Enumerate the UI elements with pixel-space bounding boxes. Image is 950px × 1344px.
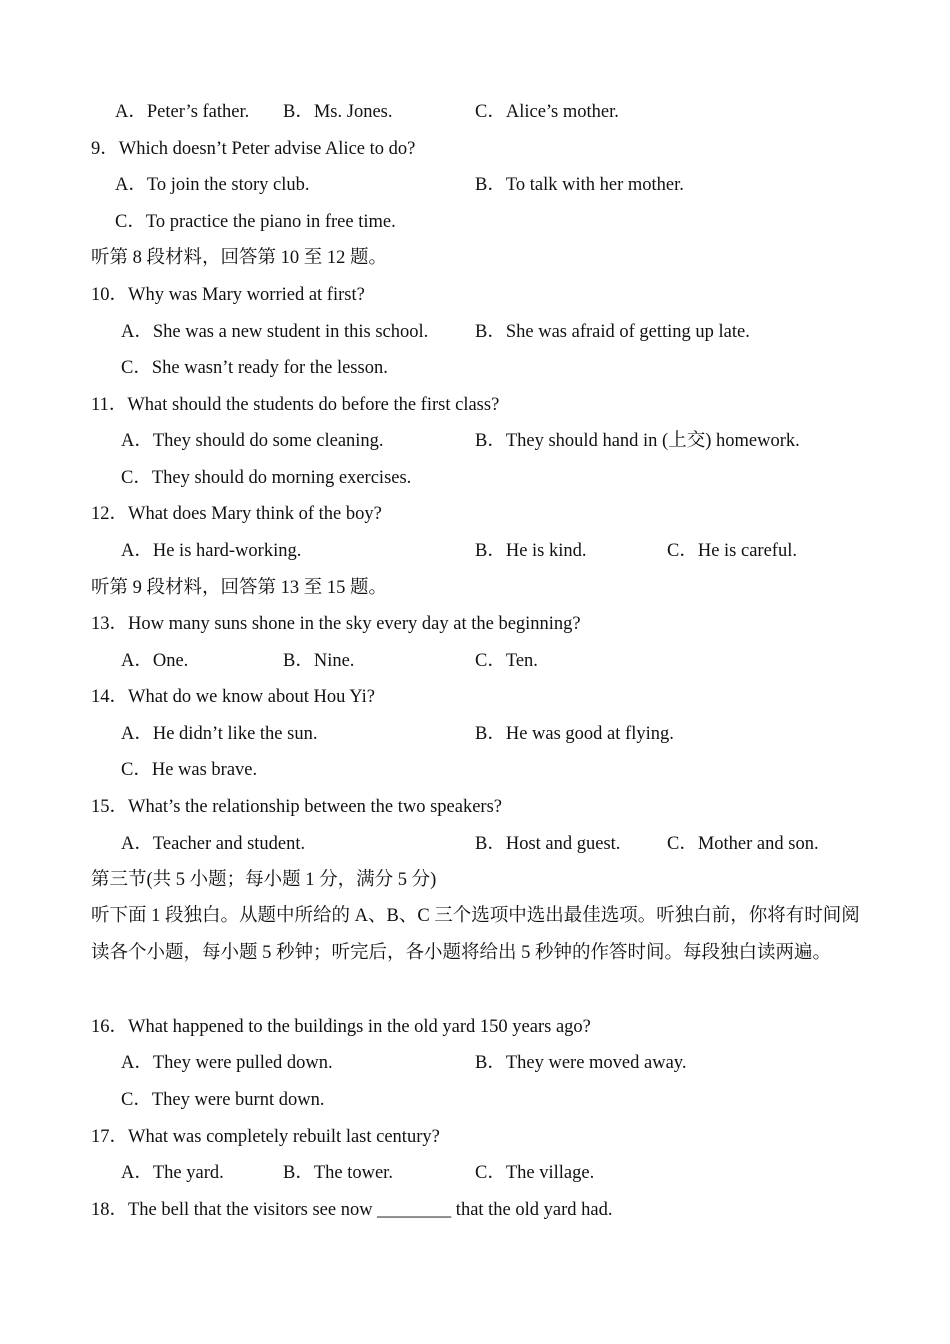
q9-stem: 9．Which doesn’t Peter advise Alice to do?: [91, 139, 416, 159]
section9-intro: 听第 9 段材料，回答第 13 至 15 题。: [91, 578, 388, 598]
q17-option-b: B．The tower.: [283, 1163, 393, 1183]
q14-option-b: B．He was good at flying.: [475, 724, 674, 744]
q10-option-a: A．She was a new student in this school.: [121, 322, 429, 342]
q9-option-c: C．To practice the piano in free time.: [115, 212, 396, 232]
q17-option-a: A．The yard.: [121, 1163, 224, 1183]
q18-stem: 18．The bell that the visitors see now ________ that the old yard had.: [91, 1200, 613, 1220]
part3-title: 第三节(共 5 小题；每小题 1 分，满分 5 分): [91, 870, 437, 890]
q10-option-c: C．She wasn’t ready for the lesson.: [121, 358, 388, 378]
section8-intro: 听第 8 段材料，回答第 10 至 12 题。: [91, 248, 388, 268]
q13-option-b: B．Nine.: [283, 651, 355, 671]
q13-option-c: C．Ten.: [475, 651, 538, 671]
part3-instructions: 听下面 1 段独白。从题中所给的 A、B、C 三个选项中选出最佳选项。听独白前，你将有时间阅读各个小题，每小题 5 秒钟；听完后，各小题将给出 5 秒钟的作答时间。每段独白读两遍。: [91, 906, 860, 963]
q15-stem: 15．What’s the relationship between the two speakers?: [91, 797, 502, 817]
q11-option-b: B．They should hand in (上交) homework.: [475, 431, 800, 451]
q16-stem: 16．What happened to the buildings in the old yard 150 years ago?: [91, 1017, 591, 1037]
q13-option-a: A．One.: [121, 651, 189, 671]
q12-stem: 12．What does Mary think of the boy?: [91, 504, 382, 524]
q8-option-b: B．Ms. Jones.: [283, 102, 393, 122]
q14-option-c: C．He was brave.: [121, 760, 258, 780]
q13-stem: 13．How many suns shone in the sky every day at the beginning?: [91, 614, 581, 634]
q12-option-a: A．He is hard-working.: [121, 541, 302, 561]
q11-option-c: C．They should do morning exercises.: [121, 468, 412, 488]
q14-stem: 14．What do we know about Hou Yi?: [91, 687, 375, 707]
q17-stem: 17．What was completely rebuilt last century?: [91, 1127, 440, 1147]
q15-option-a: A．Teacher and student.: [121, 834, 306, 854]
q8-option-c: C．Alice’s mother.: [475, 102, 619, 122]
q15-option-c: C．Mother and son.: [667, 834, 819, 854]
q9-option-b: B．To talk with her mother.: [475, 175, 684, 195]
q12-option-c: C．He is careful.: [667, 541, 797, 561]
q10-option-b: B．She was afraid of getting up late.: [475, 322, 750, 342]
q15-option-b: B．Host and guest.: [475, 834, 621, 854]
q11-option-a: A．They should do some cleaning.: [121, 431, 384, 451]
q8-option-a: A．Peter’s father.: [115, 102, 250, 122]
q16-option-c: C．They were burnt down.: [121, 1090, 325, 1110]
q9-option-a: A．To join the story club.: [115, 175, 310, 195]
q16-option-b: B．They were moved away.: [475, 1053, 687, 1073]
q14-option-a: A．He didn’t like the sun.: [121, 724, 318, 744]
q16-option-a: A．They were pulled down.: [121, 1053, 333, 1073]
q10-stem: 10．Why was Mary worried at first?: [91, 285, 365, 305]
q11-stem: 11．What should the students do before the first class?: [91, 395, 500, 415]
q17-option-c: C．The village.: [475, 1163, 595, 1183]
q12-option-b: B．He is kind.: [475, 541, 587, 561]
